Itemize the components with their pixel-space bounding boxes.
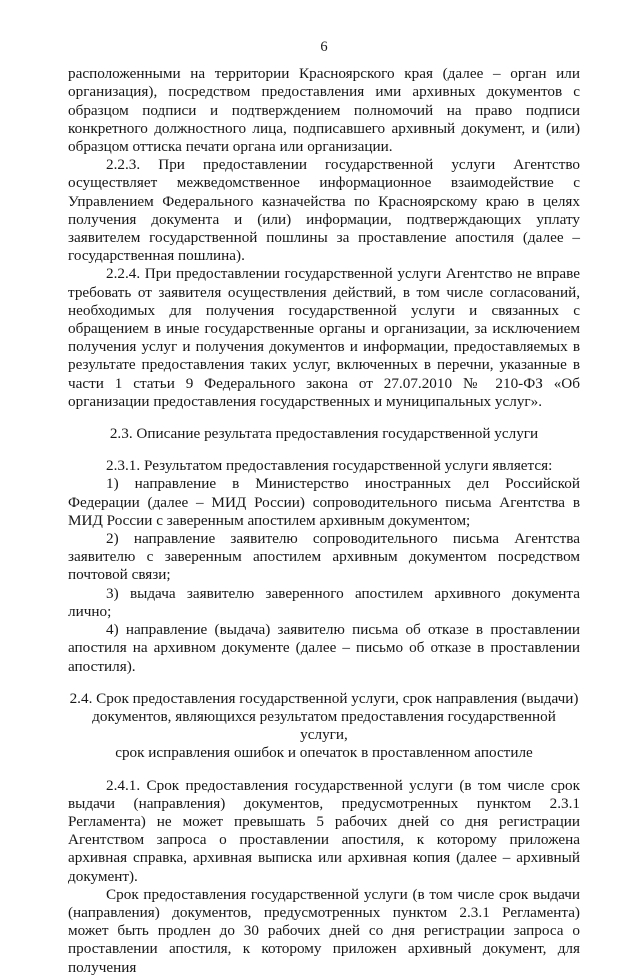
paragraph-2-3-1: 2.3.1. Результатом предоставления государственной услуги является:	[106, 457, 553, 475]
section-heading-2-3: 2.3. Описание результата предоставления государственной услуги	[109, 425, 539, 443]
spacer	[68, 763, 580, 777]
result-item-1: 1) направление в Министерство иностранных дел Российской Федерации (далее – МИД России) сопроводительного письма Агентства в МИД России с заверенным апостилем архивным документом;	[68, 475, 580, 529]
spacer	[68, 676, 580, 690]
page-number: 6	[320, 39, 328, 55]
result-item-4: 4) направление (выдача) заявителю письма об отказе в проставлении апостиля на архивном документе (далее – письмо об отказе в проставлении апостиля).	[68, 621, 580, 675]
spacer	[68, 411, 580, 425]
spacer	[68, 443, 580, 457]
paragraph-term-extension: Срок предоставления государственной услуги (в том числе срок выдачи (направления) документов, предусмотренных пунктом 2.3.1 Регламента) может быть продлен до 30 рабочих дней со дня регистрации запроса о проставлении апостиля, к которому приложен архивный документ, для получения	[68, 885, 580, 976]
section-heading-2-4-line-3: срок исправления ошибок и опечаток в проставленном апостиле	[115, 744, 533, 762]
paragraph-2-4-1: 2.4.1. Срок предоставления государственной услуги (в том числе срок выдачи (направления) документов, предусмотренных пунктом 2.3.1 Регламента) не может превышать 5 рабочих дней со дня регистрации Агентством запроса о проставлении апостиля, к которому приложена архивная справка, архивная выписка или архивная копия (далее – архивный документ).	[68, 776, 580, 885]
paragraph-2-2-4: 2.2.4. При предоставлении государственной услуги Агентство не вправе требовать от заявителя осуществления действий, в том числе согласований, необходимых для получения государственной услуги и связанных с обращением в иные государственные органы и организации, за исключением получения услуг и получения документов и информации, предоставляемых в результате предоставления таких услуг, включенных в перечни, указанные в части 1 статьи 9 Федерального закона от 27.07.2010 № 210-ФЗ «Об организации предоставления государственных и муниципальных услуг».	[68, 265, 580, 410]
result-item-3: 3) выдача заявителю заверенного апостилем архивного документа лично;	[68, 584, 580, 620]
result-item-2: 2) направление заявителю сопроводительного письма Агентства заявителю с заверенным апостилем архивным документом посредством почтовой связи;	[68, 530, 580, 584]
section-heading-2-4-line-1: 2.4. Срок предоставления государственной услуги, срок направления (выдачи)	[69, 689, 579, 707]
paragraph-2-2-2-continuation: расположенными на территории Красноярского края (далее – орган или организация), посредством предоставления ими архивных документов с образцом подписи и подтверждением полномочий на право подписи конкретного должностного лица, подписавшего архивный документ, и (или) образцом оттиска печати органа или организации.	[68, 65, 580, 156]
section-heading-2-4-line-2: документов, являющихся результатом предоставления государственной услуги,	[92, 707, 556, 744]
paragraph-2-2-3: 2.2.3. При предоставлении государственной услуги Агентство осуществляет межведомственное информационное взаимодействие с Управлением Федерального казначейства по Красноярскому краю в целях получения документа и (или) информации, подтверждающих уплату заявителем государственной пошлины за проставление апостиля (далее – государственная пошлина).	[68, 156, 580, 265]
